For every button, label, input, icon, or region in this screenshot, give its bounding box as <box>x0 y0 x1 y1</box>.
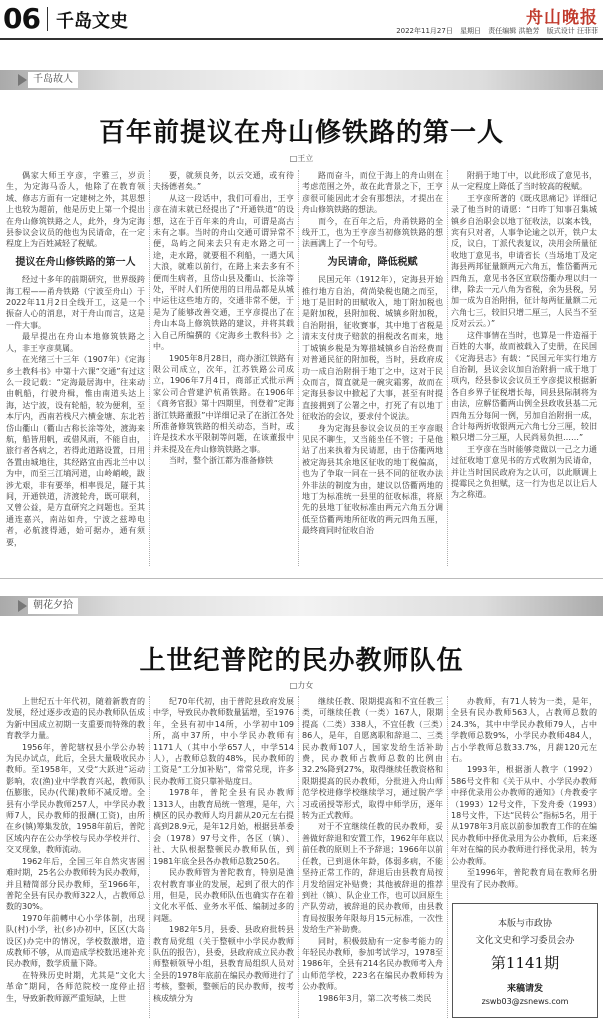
article1-column-4 <box>451 170 597 566</box>
article1-column-2 <box>153 170 294 566</box>
paragraph: 1956年，普陀辖权县小学公办转为民办试点，此后，全县大量吸收民办教师。至1958年，又受“大跃进”运动影响，农(渔)业中学教育兴起，教师队伍膨胀，民办(代课)教师不减反增。全县有小学民办教师257人，中学民办教师7人，民办教师的报酬(工资)，由所在乡(镇)筹集发放，1958年前后，普陀区域内存在公办学校与民办学校并行、交叉现象，教师流动。 <box>6 742 145 855</box>
paragraph: 附捐于地丁中，以此形成了意见书，从一定程度上降低了当时较高的税赋。 <box>451 171 597 192</box>
paragraph: 同时，积极鼓励有一定参考能力的年轻民办教师，参加考试学习，1978至1986年，全县有214名民办教师考入舟山师范学校，223名在编民办教师转为公办教师。 <box>302 936 443 992</box>
notice-line-2: 文化文史和学习委员会办 <box>475 936 575 946</box>
column-divider <box>298 170 299 566</box>
article2-column-2 <box>153 696 294 1018</box>
paragraph: 身为定海县参议会议员的王亨彦眼见民不聊生，又当能坐任不管；于是他站了出来执着为民请愿，由于岱衢两地被定海县其余地区征收的地丁税偏高，也为了争取一同在一县不同的征收办法外非法的制度为由，建议以岱衢两地的地丁为标准统一县里的征收标准，将原先的县地丁征收标准由两元六角五分调低至岱衢两地所征收的两元四角五厘，最终商同时征收自治 <box>302 423 443 536</box>
paragraph: 继续任教、限期提高和不宜任教三类，可继续任教（一类）167人，限期提高（二类）338人，不宜任教（三类）86人，是年，自愿离职和辞退二、三类民办教师107人，国家发给生活补助费，民办教师占教师总数的比例由32.2%降到27%，取得继续任教资格和限期提高的民办教师，分批进入舟山师范学校进修学校继续学习，通过脱产学习或函授等形式，取得中师学历，逐年转为正式教师。 <box>302 697 443 821</box>
paragraph: 纪70年代初，由于普陀县政府发展中学，导致民办教师数量猛增，至1976年，全县有初中14所，小学初中109所，高中37所，中小学民办教师有1171人（其中小学657人，中学514人），占教师总数的48%，民办教师的工资是“工分加补贴”，常常兑现，许多民办教师工资只靠补贴度日。 <box>153 697 294 786</box>
subheading: 为民请命，降低税赋 <box>327 256 418 268</box>
paragraph: 最早提出在舟山本地修筑铁路之人，非王亨彦莫属。 <box>6 332 145 353</box>
issue-date: 2022年11月27日 <box>396 27 453 35</box>
paragraph: 上世纪五十年代初，随着新教育的发展，经过逐步改造的民办教师队伍成为新中国成立初期一支重要而特殊的教育教学力量。 <box>6 697 145 741</box>
article1-title: 百年前提议在舟山修铁路的第一人 <box>98 118 504 148</box>
article1-column-3 <box>302 170 443 566</box>
article2-column-4 <box>451 696 597 898</box>
paragraph: 对于不宜继续任教的民办教师，妥善做好辞退和安置工作，1962年年底以前任教的原则上不予辞退；1966年以前任教，已到退休年龄，体弱多病，不能坚持正常工作的，辞退后由县教育局按月发给固定补贴费；其他被辞退的推荐到社（镇）、队企业工作，也可以回原生产队劳动，被辞退的民办教师，由县教育局按服务年限每月15元标准，一次性发给生产补助费。 <box>302 822 443 935</box>
paragraph: 1978年，普陀全县有民办教师1313人，由教育局统一管理，是年，六横区的民办教师人均月薪从20元左右提高到28.9元，是年12月始，根据县革委会（1978）97号文件，各区（镇）、社、大队根据整顿民办教师队伍，到1981年底全县各办教师总数250名。 <box>153 788 294 866</box>
paragraph: 从这一段话中，我们可看出，王亨彦在清末就已经提出了“开通铁道”的设想，这在于百年来的舟山，可谓是高古未有之事。当时的舟山交通可谓异常不便，岛屿之间来去只有走水路之可一途，走水路，就要租不利船，一遇大风大浪，就难以前行，在路上来去多有不便而生病者，且岱山县及衢山、长涂等处，平时人们所使用的日用品都是从城中运往这些地方的，交通非常不便，于是为了能够改善交通，王亨彦提出了在舟山本岛上修筑铁路的建议，并将其载入自己所编撰的《定海乡土教科书》之中。 <box>153 193 294 352</box>
paragraph: 在特殊历史时期，尤其是“文化大革命”期间，各师范院校一度停止招生，导致新教师源严重短缺，上世 <box>6 970 145 1003</box>
designer-credit: 版式设计 汪菲菲 <box>546 27 598 35</box>
column-divider <box>149 170 150 566</box>
paragraph: 民国元年（1912年），定海县开始推行地方自治，荷尚染税也随之而至，地丁是旧时的田赋收入，地丁附加税也是附加税，县附加税、城镇乡附加税，自治附捐，征收赛事，其中地丁省税是清末支付庚子赔款的捐税改名而来，地丁城镇乡税是为筹措城镇乡自治经费而对普通民征的附加税，当时，县政府成功一成自治附捐于地丁之中，这对于民众而言，简直就是一碗灾霜雾，故而在定海县参议中掀起了大事，甚至有时提直接拥到了公署之中，打死了有以地丁征收治的会议，要求付个说法。 <box>302 275 443 422</box>
contribution-notice <box>452 903 598 1018</box>
article2-column-3 <box>302 696 443 1018</box>
article1-tag-band <box>0 70 603 90</box>
article2-title: 上世纪普陀的民办教师队伍 <box>139 646 464 676</box>
section-title: 千岛文史 <box>56 11 128 32</box>
notice-line-1: 本版与市政协 <box>497 919 552 929</box>
article1-byline: □王立 <box>289 154 314 163</box>
page-number: 06 <box>3 2 40 35</box>
paragraph: 1905年8月28日，商办浙江铁路有限公司成立，次年，江苏铁路公司成立，1906年7月4日，商部正式批示两家公司合营建沪杭甬铁路。在1906年《商务官报》第十四期里，刊登着“定海浙江铁路董报”中详细记录了在浙江各处所准备修筑铁路的相关动态，当时，或许是技术水平限制等问题，在该董报中并未提及在舟山修筑铁路之事。 <box>153 353 294 454</box>
article2-column-1 <box>6 696 145 1018</box>
column-divider <box>447 170 448 566</box>
editor-credit: 责任编辑 洪艳芳 <box>488 27 540 35</box>
column-divider <box>447 696 448 1018</box>
column-divider <box>149 696 150 1018</box>
page-header <box>0 0 603 40</box>
paragraph: 而今，在百年之后，舟甬铁路的全线开工，也为王亨彦当初修筑铁路的想法画满上了一个句号。 <box>302 216 443 249</box>
subheading: 提议在舟山修铁路的第一人 <box>15 256 136 268</box>
issue-weekday: 星期日 <box>460 27 482 35</box>
article1-column-1 <box>6 170 145 566</box>
paragraph: 要，就须良务，以云交通，或有待夫扬德者矣。” <box>153 171 294 192</box>
article2-byline: □力女 <box>289 681 314 690</box>
paragraph: 办教师，有71人转为一类，是年，全县有民办教师563人，占教师总数的24.3%，其中中学民办教师79人，占中学教师总数9%，小学民办教师484人，占小学教师总数33.7%，月薪120元左右。 <box>451 697 597 764</box>
paragraph: 经过十多年的前期研究，世界级跨海工程——甬舟铁路（宁波至舟山）于2022年11月2日全线开工，这是一个振奋人心的消息，对于舟山而言，这是一件大事。 <box>6 275 145 330</box>
paragraph: 这件事情在当时，也算是一件造福于百姓的大事，故而被载入了史册，在民国《定海县志》有载：“民国元年实行地方自治制，县议会议加自治附捐一成于地丁项内，经县参议会议员王亨彦提议根据新各自乡界子征税增长每，同县县际制将为由法，应解岱衢两山例全县政收县基二元四角五分每间一例，另加自治附捐一成，合计每两折收银两元六角七分三厘，较旧粮只增二分三厘，人民尚易负担……” <box>451 330 597 443</box>
column-divider <box>298 696 299 1018</box>
newspaper-logo: 舟山晚报 <box>526 8 598 28</box>
paragraph: 1982年5月，县委、县政府批转县教育局党组（关于整顿中小学民办教师队伍的报告），县委，县政府成立民办教师整顿领导小组，县教育局组织人员对全县的1978年底前在编民办教师进行了考核，整顿，整顿后的民办教师，按考核成绩分为 <box>153 925 294 1003</box>
header-meta <box>391 26 598 36</box>
paragraph: 1970年前轉中心小学体制，出现队(村)小学，社(乡)办初中，区区(大岛设区)办完中的情况，学校数激增，造成教师不够，从而造成学校数迅速补充民办教师，数学质量下降。 <box>6 913 145 969</box>
notice-email[interactable]: zswb03@zsnews.com <box>481 997 569 1006</box>
article2-tag: 朝花夕拾 <box>28 598 78 614</box>
notice-call: 来稿请发 <box>506 984 543 994</box>
paragraph: 当时，整个浙江都为准备修铁 <box>169 456 273 466</box>
paragraph: 1993年，根据浙人教字（1992）586号文件和《关于从中、小学民办教师中择优录用公办教师的通知》（舟教委字（1993）12号文件，下发舟委（1993）18号文件，下达“民转公”指标5名，用于从1978年3月底以前参加教育工作的在编民办教师中择优录用为公办教师，后来逐年对在编的民办教师进行择优录用，转为公办教师。 <box>451 765 597 866</box>
article1-tag: 千岛故人 <box>28 72 78 88</box>
paragraph: 在光绪三十三年（1907年）《定海乡土教科书》中第十六课“交通”有过这么一段记载：“定海最居海中，往来动由帆船，行驶舟楫，惟由南道头达上海，达宁波，设有轮船，较为便利，至本厅内，西南若栈尺六横金塘、东北若岱山衢山（衢山古称长涂等处，渡海来航，船皆用帆，或借风雨，不能自由，旅行者各病之，若得此道路设置，日用各置由城地往，其经路宜由西北兰中以为中，而至三江墒河道，山岭峭峻，跋涉尤艰，非有要举，相率畏足，隧于其间，开通铁道，济渡轮舟，既可联利，又曾公益，是方直研究之问题也。至其通连嘉兴，南站如舟，宁波之兹埠电者，必航渡得通，始可据办，通有须要， <box>6 355 145 547</box>
paragraph: 1986年3月，第二次考核二类民 <box>318 993 432 1003</box>
header-divider <box>47 7 48 31</box>
article2-tag-band <box>0 596 603 616</box>
paragraph: 民办教师管为普陀教育，特别是渔农村教育事业的发展，起到了很大的作用，但是，民办教师队伍也确实存在着文化水平低、业务水平低、编制过多的问题。 <box>153 868 294 923</box>
paragraph: 王亨彦在当时能够竞做以一己之力通过征收地丁意见书的方式收割为民请命，并让当时国民政府为之认可，以此顺调上提霉民之负担赋，这一行为也足以让后人为之称道。 <box>451 444 597 500</box>
article-divider <box>0 578 603 579</box>
tag-band-bg <box>0 70 603 90</box>
notice-issue-number: 第1141期 <box>490 954 560 972</box>
paragraph: 路而奋斗，而位于海上的舟山则在考虑范围之外，故在此背景之下，王亨彦很可能因此才会有那想法，才提出在舟山修筑铁路的想法。 <box>302 171 443 215</box>
paragraph: 至1996年，普陀教育局在教师名册里没有了民办教师。 <box>451 868 597 889</box>
paragraph: 1962年后，全国三年自然灾害困难时期，25名公办教师转为民办教师，并且精简部分民办教师，至1966年，普陀全县有民办教师322人，占教师总数的30%。 <box>6 856 145 912</box>
paragraph: 王亨彦所著的《既戌思痛记》详细记录了他当时的请愿：“日昨丁知事召集城镇乡自治职会以地丁征收法，以案本钱，宾有只对者，人事争论逾之以开，铁户太反，议白，丁派代表复议，决用会所量征收地丁意见书，申请省长（当场地丁及定海县两邦征量额两元六角五，惟岱衢两元四角五，意见书各区宣联岱衢办理以归一律，除去一元八角为省税，余为县税，另加一成为自治附捐，征计每两征量额二元六角七三，较旧只增二厘三，人民当不至反对云云。）” <box>451 193 597 329</box>
paragraph: 偶家大师王亨彦，字雅三，岁贡生，为定海马岙人，他除了在教育领域、修志方面有一定建树之外，其思想上也较为超前，他是历史上第一个提出在舟山修筑铁路之人，此外，身为定海县参议会议员的他也为民请命，在一定程度上为百姓减轻了税赋。 <box>6 171 145 249</box>
tag-band-bg <box>0 596 603 616</box>
